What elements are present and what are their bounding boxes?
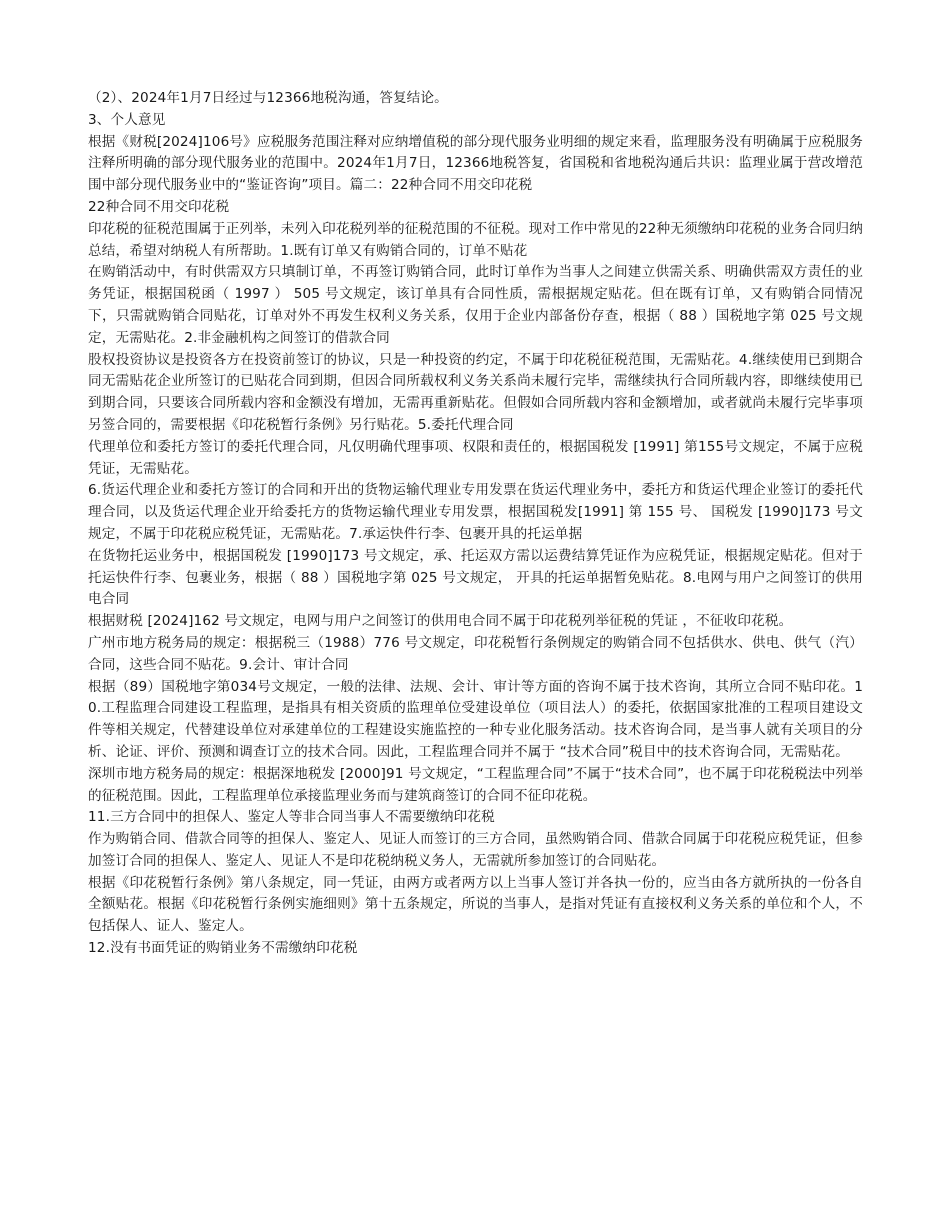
- paragraph-3: 根据《财税[2024]106号》应税服务范围注释对应纳增值税的部分现代服务业明细的规定来看，监理服务没有明确属于应税服务注释所明确的部分现代服务业的范围中。2024年1月7日，12366地税答复，省国税和省地税沟通后共识：监理业属于营改增范围中部分现代服务业中的“鉴证咨询”项目。篇二：22种合同不用交印花税: [88, 133, 863, 194]
- paragraph-1: （2）、2024年1月7日经过与12366地税沟通，答复结论。: [88, 90, 448, 106]
- paragraph-10: 在货物托运业务中，根据国税发 [1990]173 号文规定，承、托运双方需以运费结算凭证作为应税凭证，根据规定贴花。但对于托运快件行李、包裹业务，根据（ 88 ）国税地字第 025 号文规定， 开具的托运单据暂免贴花。8.电网与用户之间签订的供用电合同: [88, 547, 863, 608]
- paragraph-4: 22种合同不用交印花税: [88, 198, 230, 215]
- paragraph-15: 11.三方合同中的担保人、鉴定人等非合同当事人不需要缴纳印花税: [88, 809, 495, 826]
- paragraph-2: 3、个人意见: [88, 111, 166, 128]
- paragraph-18: 12.没有书面凭证的购销业务不需缴纳印花税: [88, 940, 358, 957]
- paragraph-14: 深圳市地方税务局的规定：根据深地税发 [2000]91 号文规定，“工程监理合同”不属于“技术合同”，也不属于印花税税法中列举的征税范围。因此，工程监理单位承接监理业务而与建筑商签订的合同不征印花税。: [88, 765, 863, 804]
- paragraph-17: 根据《印花税暂行条例》第八条规定，同一凭证，由两方或者两方以上当事人签订并各执一份的，应当由各方就所执的一份各自全额贴花。根据《印花税暂行条例实施细则》第十五条规定，所说的当事人，是指对凭证有直接权利义务关系的单位和个人，不包括保人、证人、鉴定人。: [88, 874, 863, 935]
- paragraph-7: 股权投资协议是投资各方在投资前签订的协议，只是一种投资的约定，不属于印花税征税范围，无需贴花。4.继续使用已到期合同无需贴花企业所签订的已贴花合同到期，但因合同所载权利义务关系尚未履行完毕，需继续执行合同所载内容，即继续使用已到期合同，只要该合同所载内容和金额没有增加，无需再重新贴花。但假如合同所载内容和金额增加，或者就尚未履行完毕事项另签合同的，需要根据《印花税暂行条例》另行贴花。5.委托代理合同: [88, 351, 863, 433]
- paragraph-12: 广州市地方税务局的规定：根据税三（1988）776 号文规定，印花税暂行条例规定的购销合同不包括供水、供电、供气（汽）合同，这些合同不贴花。9.会计、审计合同: [88, 634, 863, 673]
- paragraph-16: 作为购销合同、借款合同等的担保人、鉴定人、见证人而签订的三方合同，虽然购销合同、借款合同属于印花税应税凭证，但参加签订合同的担保人、鉴定人、见证人不是印花税纳税义务人，无需就所参加签订的合同贴花。: [88, 831, 863, 869]
- paragraph-11: 根据财税 [2024]162 号文规定，电网与用户之间签订的供用电合同不属于印花税列举征税的凭证 ，不征收印花税。: [88, 613, 793, 630]
- document-body: [88, 88, 863, 960]
- paragraph-8: 代理单位和委托方签订的委托代理合同，凡仅明确代理事项、权限和责任的，根据国税发 [1991] 第155号文规定，不属于应税凭证，无需贴花。: [88, 438, 863, 477]
- paragraph-5: 印花税的征税范围属于正列举，未列入印花税列举的征税范围的不征税。现对工作中常见的22种无须缴纳印花税的业务合同归纳总结，希望对纳税人有所帮助。1.既有订单又有购销合同的，订单不贴花: [88, 220, 863, 259]
- paragraph-13: 根据（89）国税地字第034号文规定，一般的法律、法规、会计、审计等方面的咨询不属于技术咨询，其所立合同不贴印花。10.工程监理合同建设工程监理，是指具有相关资质的监理单位受建设单位（项目法人）的委托，依据国家批准的工程项目建设文件等相关规定，代替建设单位对承建单位的工程建设实施监控的一种专业化服务活动。技术咨询合同，是当事人就有关项目的分析、论证、评价、预测和调查订立的技术合同。因此，工程监理合同并不属于 “技术合同”税目中的技术咨询合同，无需贴花。: [88, 678, 863, 760]
- paragraph-9: 6.货运代理企业和委托方签订的合同和开出的货物运输代理业专用发票在货运代理业务中，委托方和货运代理企业签订的委托代理合同，以及货运代理企业开给委托方的货物运输代理业专用发票，根据国税发[1991] 第 155 号、 国税发 [1990]173 号文规定，不属于印花税应税凭证，无需贴花。7.承运快件行李、包裹开具的托运单据: [88, 482, 863, 542]
- paragraph-6: 在购销活动中，有时供需双方只填制订单，不再签订购销合同，此时订单作为当事人之间建立供需关系、明确供需双方责任的业务凭证，根据国税函（ 1997 ） 505 号文规定，该订单具有合同性质，需根据规定贴花。但在既有订单，又有购销合同情况下，只需就购销合同贴花，订单对外不再发生权利义务关系，仅用于企业内部备份存查，根据（ 88 ）国税地字第 025 号文规定，无需贴花。2.非金融机构之间签订的借款合同: [88, 264, 863, 346]
